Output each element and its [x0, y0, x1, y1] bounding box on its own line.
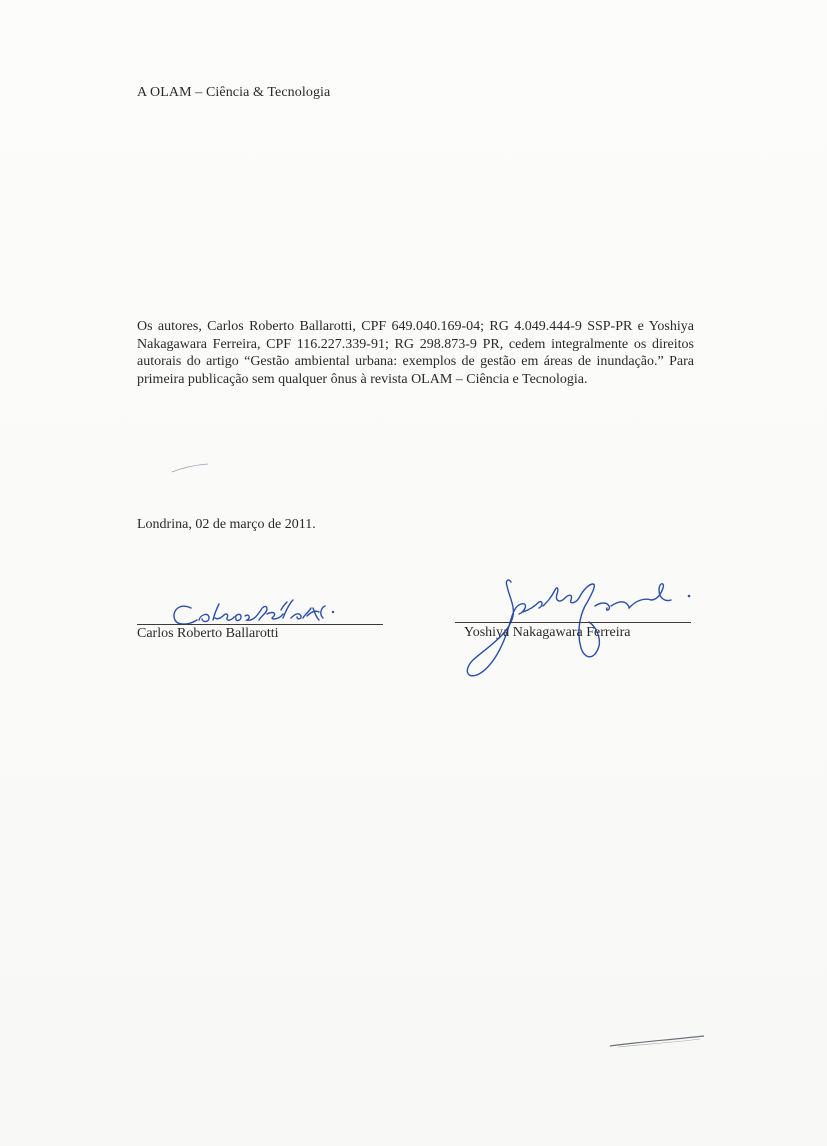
letter-body [137, 318, 694, 388]
stray-mark-bottom [608, 1034, 708, 1050]
addressee-line: A OLAM – Ciência & Tecnologia [137, 85, 331, 100]
signer-name-nakagawara: Yoshiya Nakagawara Ferreira [464, 625, 631, 640]
stray-mark-top [170, 462, 210, 474]
signature-line-ballarotti [137, 624, 383, 625]
signer-name-ballarotti: Carlos Roberto Ballarotti [137, 626, 279, 641]
place-date: Londrina, 02 de março de 2011. [137, 517, 316, 532]
letter-body-paragraph: Os autores, Carlos Roberto Ballarotti, CPF 649.040.169-04; RG 4.049.444-9 SSP-PR e Yoshiya Nakagawara Ferreira, CPF 116.227.339-91; RG 298.873-9 PR, cedem integralmente os direitos autorais do artigo “Gestão ambiental urbana: exemplos de gestão em áreas de inundação.” Para primeira publicação sem qualquer ônus à revista OLAM – Ciência e Tecnologia. [137, 319, 694, 387]
signature-line-nakagawara [455, 622, 691, 623]
